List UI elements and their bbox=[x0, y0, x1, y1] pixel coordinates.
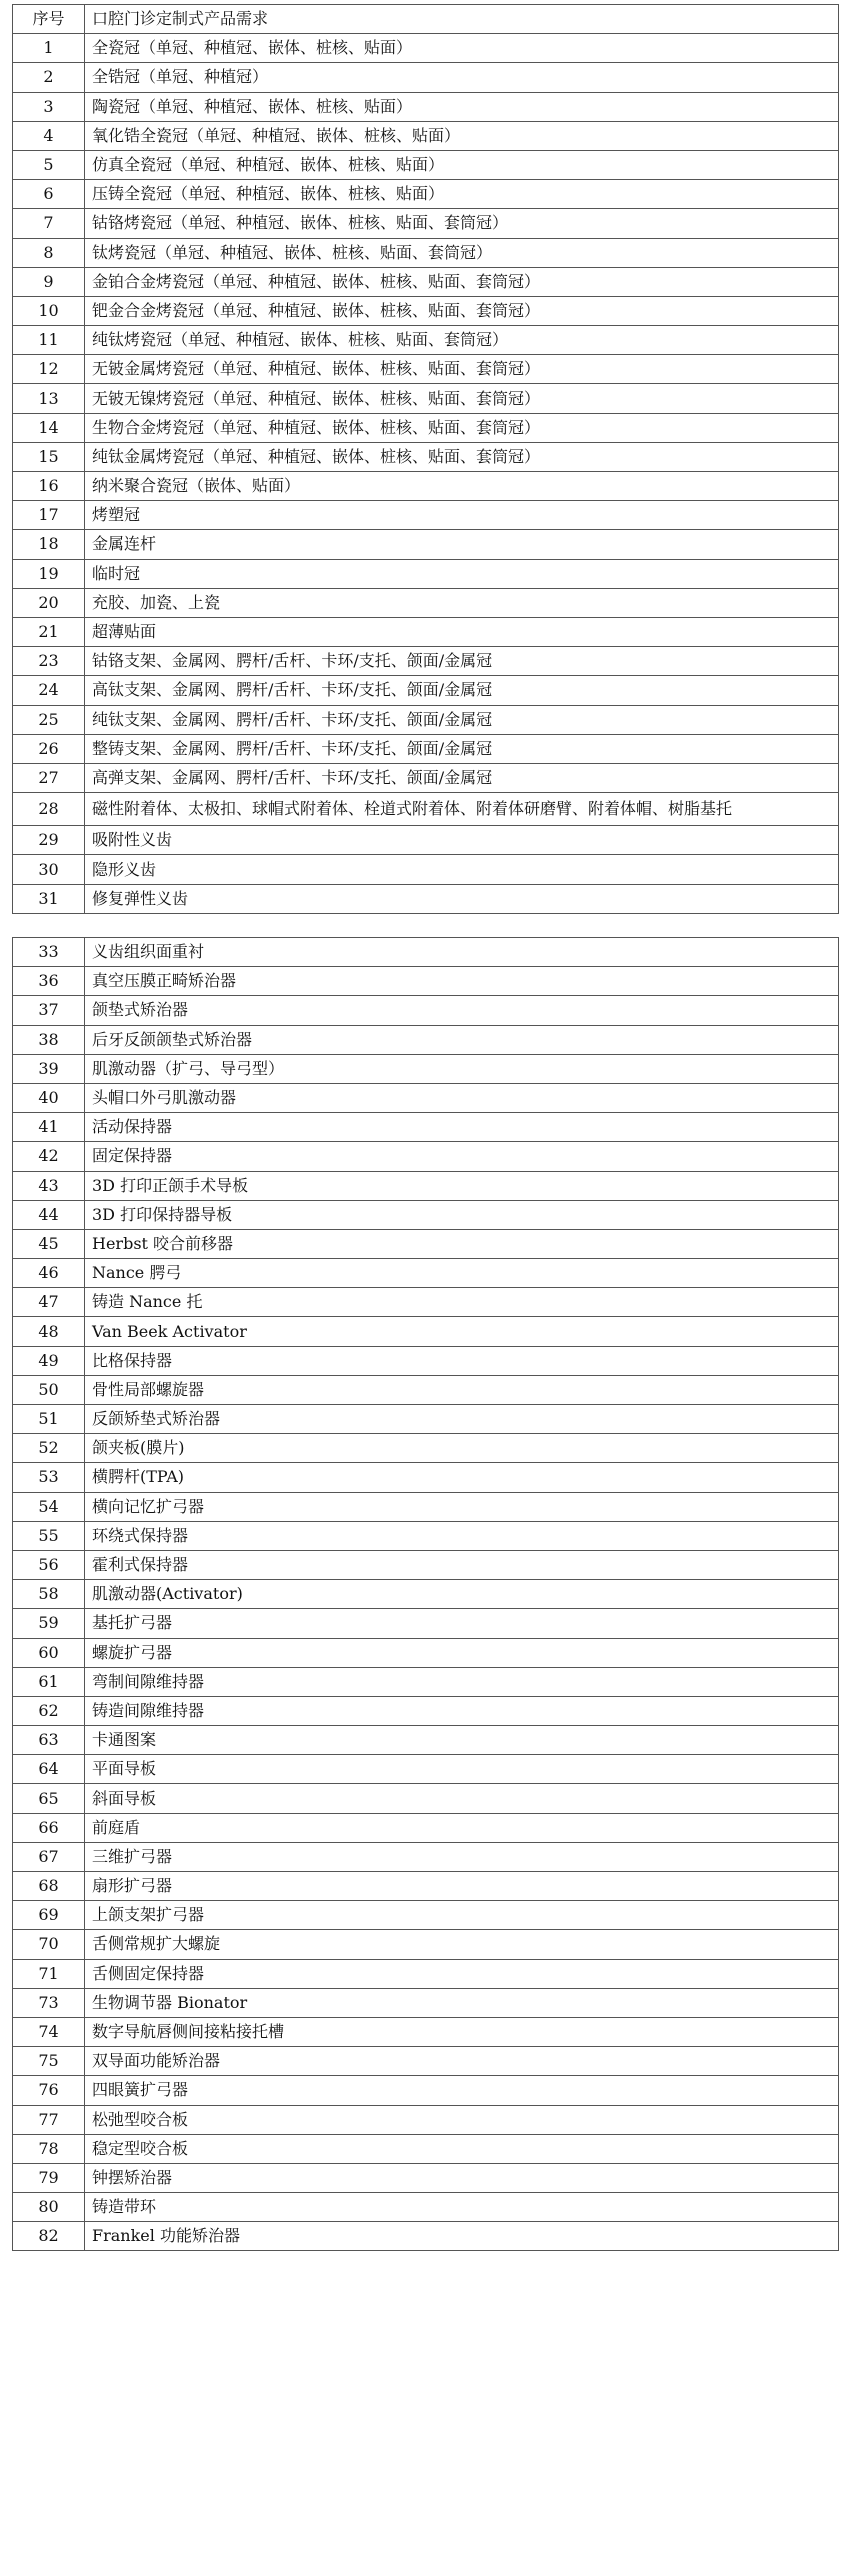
table-row bbox=[13, 826, 839, 855]
row-product-name: 充胶、加瓷、上瓷 bbox=[85, 588, 839, 617]
row-product-name: 3D 打印正颌手术导板 bbox=[85, 1171, 839, 1200]
row-product-name: 平面导板 bbox=[85, 1755, 839, 1784]
table-row bbox=[13, 296, 839, 325]
row-product-name: 全锆冠（单冠、种植冠） bbox=[85, 63, 839, 92]
row-product-name: 铸造 Nance 托 bbox=[85, 1288, 839, 1317]
table-row bbox=[13, 588, 839, 617]
row-number: 79 bbox=[13, 2163, 85, 2192]
table-row bbox=[13, 1054, 839, 1083]
row-number: 4 bbox=[13, 121, 85, 150]
table-header-row bbox=[13, 5, 839, 34]
row-number: 5 bbox=[13, 150, 85, 179]
row-number: 33 bbox=[13, 938, 85, 967]
row-product-name: 吸附性义齿 bbox=[85, 826, 839, 855]
table-row bbox=[13, 1434, 839, 1463]
row-product-name: 横腭杆(TPA) bbox=[85, 1463, 839, 1492]
table-row bbox=[13, 676, 839, 705]
row-number: 80 bbox=[13, 2193, 85, 2222]
row-number: 39 bbox=[13, 1054, 85, 1083]
row-number: 29 bbox=[13, 826, 85, 855]
table-row bbox=[13, 884, 839, 913]
row-product-name: 纳米聚合瓷冠（嵌体、贴面） bbox=[85, 472, 839, 501]
row-product-name: 钟摆矫治器 bbox=[85, 2163, 839, 2192]
row-product-name: 生物合金烤瓷冠（单冠、种植冠、嵌体、桩核、贴面、套筒冠） bbox=[85, 413, 839, 442]
row-number: 74 bbox=[13, 2017, 85, 2046]
row-number: 55 bbox=[13, 1521, 85, 1550]
row-number: 23 bbox=[13, 647, 85, 676]
table-row bbox=[13, 1726, 839, 1755]
row-number: 8 bbox=[13, 238, 85, 267]
product-table-part-1 bbox=[12, 4, 839, 914]
row-number: 60 bbox=[13, 1638, 85, 1667]
table-row bbox=[13, 180, 839, 209]
row-number: 15 bbox=[13, 442, 85, 471]
row-product-name: 压铸全瓷冠（单冠、种植冠、嵌体、桩核、贴面） bbox=[85, 180, 839, 209]
row-number: 49 bbox=[13, 1346, 85, 1375]
table-row bbox=[13, 1580, 839, 1609]
row-product-name: 烤塑冠 bbox=[85, 501, 839, 530]
row-number: 21 bbox=[13, 617, 85, 646]
table-row bbox=[13, 1288, 839, 1317]
table-row bbox=[13, 1463, 839, 1492]
table-row bbox=[13, 355, 839, 384]
table-row bbox=[13, 2047, 839, 2076]
row-product-name: 铸造带环 bbox=[85, 2193, 839, 2222]
row-number: 36 bbox=[13, 967, 85, 996]
row-product-name: 前庭盾 bbox=[85, 1813, 839, 1842]
row-product-name: 斜面导板 bbox=[85, 1784, 839, 1813]
table-row bbox=[13, 1521, 839, 1550]
row-product-name: 纯钛烤瓷冠（单冠、种植冠、嵌体、桩核、贴面、套筒冠） bbox=[85, 326, 839, 355]
row-product-name: 整铸支架、金属网、腭杆/舌杆、卡环/支托、颌面/金属冠 bbox=[85, 734, 839, 763]
table-row bbox=[13, 1200, 839, 1229]
row-product-name: 卡通图案 bbox=[85, 1726, 839, 1755]
row-product-name: 钯金合金烤瓷冠（单冠、种植冠、嵌体、桩核、贴面、套筒冠） bbox=[85, 296, 839, 325]
row-product-name: 比格保持器 bbox=[85, 1346, 839, 1375]
row-number: 27 bbox=[13, 763, 85, 792]
row-product-name: 磁性附着体、太极扣、球帽式附着体、栓道式附着体、附着体研磨臂、附着体帽、树脂基托 bbox=[85, 793, 839, 826]
table-row bbox=[13, 1872, 839, 1901]
row-number: 12 bbox=[13, 355, 85, 384]
table-row bbox=[13, 559, 839, 588]
row-product-name: 环绕式保持器 bbox=[85, 1521, 839, 1550]
row-number: 64 bbox=[13, 1755, 85, 1784]
row-number: 18 bbox=[13, 530, 85, 559]
row-number: 14 bbox=[13, 413, 85, 442]
header-product: 口腔门诊定制式产品需求 bbox=[85, 5, 839, 34]
table-row bbox=[13, 855, 839, 884]
row-number: 24 bbox=[13, 676, 85, 705]
row-product-name: 修复弹性义齿 bbox=[85, 884, 839, 913]
table-row bbox=[13, 1638, 839, 1667]
table-row bbox=[13, 1492, 839, 1521]
row-number: 51 bbox=[13, 1405, 85, 1434]
row-product-name: 肌激动器(Activator) bbox=[85, 1580, 839, 1609]
row-number: 82 bbox=[13, 2222, 85, 2251]
row-number: 71 bbox=[13, 1959, 85, 1988]
row-product-name: 陶瓷冠（单冠、种植冠、嵌体、桩核、贴面） bbox=[85, 92, 839, 121]
row-product-name: 舌侧常规扩大螺旋 bbox=[85, 1930, 839, 1959]
row-number: 67 bbox=[13, 1842, 85, 1871]
row-product-name: 头帽口外弓肌激动器 bbox=[85, 1083, 839, 1112]
row-product-name: 高弹支架、金属网、腭杆/舌杆、卡环/支托、颌面/金属冠 bbox=[85, 763, 839, 792]
table-row bbox=[13, 2105, 839, 2134]
row-product-name: 临时冠 bbox=[85, 559, 839, 588]
table-row bbox=[13, 34, 839, 63]
row-product-name: 生物调节器 Bionator bbox=[85, 1988, 839, 2017]
row-product-name: 螺旋扩弓器 bbox=[85, 1638, 839, 1667]
table-row bbox=[13, 1229, 839, 1258]
table-row bbox=[13, 1025, 839, 1054]
table-row bbox=[13, 1930, 839, 1959]
row-number: 41 bbox=[13, 1113, 85, 1142]
row-product-name: 后牙反颌颌垫式矫治器 bbox=[85, 1025, 839, 1054]
row-number: 3 bbox=[13, 92, 85, 121]
table-row bbox=[13, 2163, 839, 2192]
row-product-name: 霍利式保持器 bbox=[85, 1550, 839, 1579]
row-product-name: 超薄贴面 bbox=[85, 617, 839, 646]
table-row bbox=[13, 2134, 839, 2163]
row-number: 70 bbox=[13, 1930, 85, 1959]
table-row bbox=[13, 92, 839, 121]
row-number: 19 bbox=[13, 559, 85, 588]
row-number: 46 bbox=[13, 1259, 85, 1288]
table-row bbox=[13, 2076, 839, 2105]
row-product-name: 双导面功能矫治器 bbox=[85, 2047, 839, 2076]
row-product-name: 四眼簧扩弓器 bbox=[85, 2076, 839, 2105]
table-row bbox=[13, 1317, 839, 1346]
table-row bbox=[13, 238, 839, 267]
table-row bbox=[13, 209, 839, 238]
table-row bbox=[13, 442, 839, 471]
row-product-name: 高钛支架、金属网、腭杆/舌杆、卡环/支托、颌面/金属冠 bbox=[85, 676, 839, 705]
row-product-name: Van Beek Activator bbox=[85, 1317, 839, 1346]
row-product-name: 金属连杆 bbox=[85, 530, 839, 559]
row-product-name: 松弛型咬合板 bbox=[85, 2105, 839, 2134]
row-product-name: 固定保持器 bbox=[85, 1142, 839, 1171]
table-row bbox=[13, 2193, 839, 2222]
table-row bbox=[13, 1375, 839, 1404]
table-row bbox=[13, 1988, 839, 2017]
row-number: 17 bbox=[13, 501, 85, 530]
row-number: 53 bbox=[13, 1463, 85, 1492]
row-product-name: Nance 腭弓 bbox=[85, 1259, 839, 1288]
row-product-name: 无铍无镍烤瓷冠（单冠、种植冠、嵌体、桩核、贴面、套筒冠） bbox=[85, 384, 839, 413]
row-product-name: 颌夹板(膜片) bbox=[85, 1434, 839, 1463]
row-number: 25 bbox=[13, 705, 85, 734]
row-product-name: 全瓷冠（单冠、种植冠、嵌体、桩核、贴面） bbox=[85, 34, 839, 63]
row-product-name: 稳定型咬合板 bbox=[85, 2134, 839, 2163]
row-product-name: 无铍金属烤瓷冠（单冠、种植冠、嵌体、桩核、贴面、套筒冠） bbox=[85, 355, 839, 384]
row-product-name: 舌侧固定保持器 bbox=[85, 1959, 839, 1988]
table-row bbox=[13, 1550, 839, 1579]
table-row bbox=[13, 1959, 839, 1988]
row-number: 76 bbox=[13, 2076, 85, 2105]
table-row bbox=[13, 1667, 839, 1696]
row-product-name: 仿真全瓷冠（单冠、种植冠、嵌体、桩核、贴面） bbox=[85, 150, 839, 179]
row-product-name: 钛烤瓷冠（单冠、种植冠、嵌体、桩核、贴面、套筒冠） bbox=[85, 238, 839, 267]
table-row bbox=[13, 472, 839, 501]
product-table-part-2 bbox=[12, 937, 839, 2251]
row-number: 68 bbox=[13, 1872, 85, 1901]
row-product-name: 肌激动器（扩弓、导弓型） bbox=[85, 1054, 839, 1083]
row-product-name: 横向记忆扩弓器 bbox=[85, 1492, 839, 1521]
row-number: 11 bbox=[13, 326, 85, 355]
table-row bbox=[13, 647, 839, 676]
table-row bbox=[13, 63, 839, 92]
row-number: 31 bbox=[13, 884, 85, 913]
table-row bbox=[13, 1259, 839, 1288]
table-row bbox=[13, 267, 839, 296]
row-number: 37 bbox=[13, 996, 85, 1025]
row-number: 69 bbox=[13, 1901, 85, 1930]
row-product-name: 弯制间隙维持器 bbox=[85, 1667, 839, 1696]
row-number: 61 bbox=[13, 1667, 85, 1696]
row-number: 40 bbox=[13, 1083, 85, 1112]
row-number: 75 bbox=[13, 2047, 85, 2076]
row-number: 10 bbox=[13, 296, 85, 325]
table-row bbox=[13, 1113, 839, 1142]
row-product-name: 铸造间隙维持器 bbox=[85, 1696, 839, 1725]
table-row bbox=[13, 1755, 839, 1784]
row-product-name: 氧化锆全瓷冠（单冠、种植冠、嵌体、桩核、贴面） bbox=[85, 121, 839, 150]
row-number: 65 bbox=[13, 1784, 85, 1813]
row-number: 38 bbox=[13, 1025, 85, 1054]
table-row bbox=[13, 1171, 839, 1200]
row-number: 52 bbox=[13, 1434, 85, 1463]
table-row bbox=[13, 2222, 839, 2251]
row-number: 28 bbox=[13, 793, 85, 826]
table-row bbox=[13, 617, 839, 646]
row-product-name: 真空压膜正畸矫治器 bbox=[85, 967, 839, 996]
table-row bbox=[13, 530, 839, 559]
table-row bbox=[13, 2017, 839, 2046]
row-number: 48 bbox=[13, 1317, 85, 1346]
row-product-name: 三维扩弓器 bbox=[85, 1842, 839, 1871]
row-product-name: 活动保持器 bbox=[85, 1113, 839, 1142]
table-row bbox=[13, 150, 839, 179]
row-number: 45 bbox=[13, 1229, 85, 1258]
row-product-name: Frankel 功能矫治器 bbox=[85, 2222, 839, 2251]
table-row bbox=[13, 1405, 839, 1434]
table-row bbox=[13, 413, 839, 442]
row-number: 73 bbox=[13, 1988, 85, 2017]
row-number: 78 bbox=[13, 2134, 85, 2163]
row-product-name: 钴铬支架、金属网、腭杆/舌杆、卡环/支托、颌面/金属冠 bbox=[85, 647, 839, 676]
table-row bbox=[13, 326, 839, 355]
table-row bbox=[13, 384, 839, 413]
row-number: 59 bbox=[13, 1609, 85, 1638]
row-number: 16 bbox=[13, 472, 85, 501]
row-number: 26 bbox=[13, 734, 85, 763]
table-row bbox=[13, 121, 839, 150]
row-product-name: 上颌支架扩弓器 bbox=[85, 1901, 839, 1930]
row-number: 30 bbox=[13, 855, 85, 884]
header-number: 序号 bbox=[13, 5, 85, 34]
row-product-name: 钴铬烤瓷冠（单冠、种植冠、嵌体、桩核、贴面、套筒冠） bbox=[85, 209, 839, 238]
row-product-name: 义齿组织面重衬 bbox=[85, 938, 839, 967]
row-product-name: Herbst 咬合前移器 bbox=[85, 1229, 839, 1258]
table-row bbox=[13, 1142, 839, 1171]
table-row bbox=[13, 1813, 839, 1842]
table-row bbox=[13, 967, 839, 996]
table-row bbox=[13, 1609, 839, 1638]
table-row bbox=[13, 763, 839, 792]
row-product-name: 基托扩弓器 bbox=[85, 1609, 839, 1638]
table-row bbox=[13, 1901, 839, 1930]
row-product-name: 骨性局部螺旋器 bbox=[85, 1375, 839, 1404]
row-number: 20 bbox=[13, 588, 85, 617]
row-product-name: 纯钛支架、金属网、腭杆/舌杆、卡环/支托、颌面/金属冠 bbox=[85, 705, 839, 734]
row-product-name: 数字导航唇侧间接粘接托槽 bbox=[85, 2017, 839, 2046]
row-number: 47 bbox=[13, 1288, 85, 1317]
table-row bbox=[13, 1696, 839, 1725]
row-number: 9 bbox=[13, 267, 85, 296]
table-row bbox=[13, 793, 839, 826]
row-product-name: 金铂合金烤瓷冠（单冠、种植冠、嵌体、桩核、贴面、套筒冠） bbox=[85, 267, 839, 296]
table-row bbox=[13, 938, 839, 967]
table-row bbox=[13, 1842, 839, 1871]
row-number: 1 bbox=[13, 34, 85, 63]
row-number: 63 bbox=[13, 1726, 85, 1755]
table-row bbox=[13, 1346, 839, 1375]
row-product-name: 反颌矫垫式矫治器 bbox=[85, 1405, 839, 1434]
row-product-name: 扇形扩弓器 bbox=[85, 1872, 839, 1901]
row-product-name: 颌垫式矫治器 bbox=[85, 996, 839, 1025]
row-number: 50 bbox=[13, 1375, 85, 1404]
row-product-name: 隐形义齿 bbox=[85, 855, 839, 884]
table-row bbox=[13, 996, 839, 1025]
row-number: 2 bbox=[13, 63, 85, 92]
row-number: 42 bbox=[13, 1142, 85, 1171]
table-row bbox=[13, 501, 839, 530]
row-number: 66 bbox=[13, 1813, 85, 1842]
row-number: 56 bbox=[13, 1550, 85, 1579]
row-number: 77 bbox=[13, 2105, 85, 2134]
table-row bbox=[13, 1784, 839, 1813]
row-number: 62 bbox=[13, 1696, 85, 1725]
row-number: 7 bbox=[13, 209, 85, 238]
table-row bbox=[13, 705, 839, 734]
row-number: 54 bbox=[13, 1492, 85, 1521]
row-number: 44 bbox=[13, 1200, 85, 1229]
table-row bbox=[13, 1083, 839, 1112]
row-product-name: 3D 打印保持器导板 bbox=[85, 1200, 839, 1229]
row-product-name: 纯钛金属烤瓷冠（单冠、种植冠、嵌体、桩核、贴面、套筒冠） bbox=[85, 442, 839, 471]
row-number: 43 bbox=[13, 1171, 85, 1200]
table-row bbox=[13, 734, 839, 763]
row-number: 58 bbox=[13, 1580, 85, 1609]
row-number: 6 bbox=[13, 180, 85, 209]
row-number: 13 bbox=[13, 384, 85, 413]
